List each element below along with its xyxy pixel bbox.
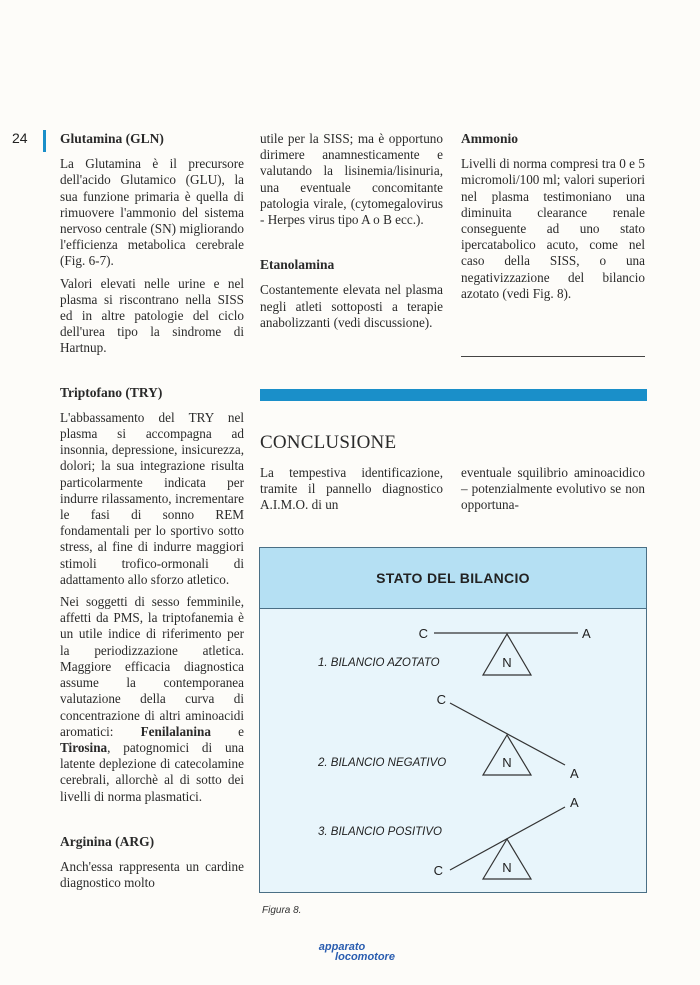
- paragraph-conclusione-2: eventuale squilibrio aminoacidico – potenzialmente evolutivo se non opportuna-: [461, 465, 645, 513]
- item-bilancio-positivo: 3. BILANCIO POSITIVO: [318, 826, 442, 838]
- paragraph-arginina: Anch'essa rappresenta un cardine diagnostico molto: [60, 858, 244, 891]
- journal-logo: [0, 942, 700, 962]
- label-n-1: N: [502, 655, 512, 670]
- column-3-end-rule: [461, 356, 645, 357]
- column-3: [461, 131, 645, 308]
- figure-bilancio: [259, 547, 647, 893]
- term-fenilalanina: Fenilalanina: [140, 723, 211, 739]
- label-a-2: A: [570, 766, 579, 781]
- text-run: , patognomici di una latente deplezione di catecolamine cerebrali, allorchè al di sotto dei livelli di norma plasmatici.: [60, 739, 244, 804]
- label-n-2: N: [502, 755, 512, 770]
- paragraph-triptofano-1: L'abbassamento del TRY nel plasma si accompagna ad insonnia, depressione, insicurezza, dolori; la sua integrazione risulta particolarmente indicata per indurre rilassamento, incrementare le fasi di sonno REM fondamentali per lo sportivo sotto stress, al fine di indurre maggiori stimoli trofico-ormonali di adattamento allo sforzo atletico.: [60, 409, 244, 587]
- figure-title: STATO DEL BILANCIO: [260, 548, 646, 609]
- conclusione-column-2: [461, 465, 645, 520]
- label-c-2: C: [436, 692, 446, 707]
- term-tirosina: Tirosina: [60, 739, 108, 755]
- label-a-3: A: [570, 795, 579, 810]
- section-divider-bar: [260, 389, 647, 401]
- paragraph-glutamina-1: La Glutamina è il precursore dell'acido Glutamico (GLU), la sua funzione primaria è quella di rimuovere l'ammonio del sistema nervoso centrale (SN) migliorando l'efficienza metabolica cerebrale (Fig. 6-7).: [60, 156, 244, 269]
- item-bilancio-negativo: 2. BILANCIO NEGATIVO: [318, 757, 447, 769]
- paragraph-arginina-cont: utile per la SISS; ma è opportuno dirimere anamnesticamente e valutando la lisinemia/lisinuria, una eventuale concomitante patologia virale, (cytomegalovirus - Herpes virus tipo A o B ecc.).: [260, 131, 443, 228]
- section-title-conclusione: CONCLUSIONE: [260, 432, 397, 453]
- label-c-3: C: [433, 863, 443, 878]
- balance-diagram: [260, 608, 646, 892]
- heading-etanolamina: Etanolamina: [260, 257, 335, 273]
- paragraph-triptofano-2: [60, 594, 244, 805]
- label-c-1: C: [418, 626, 428, 641]
- paragraph-ammonio: Livelli di norma compresi tra 0 e 5 micromoli/100 ml; valori superiori nel plasma testimoniano una diminuita clearance renale conseguente ad uno stato ipercatabolico acuto, come nel caso della SISS, o una negativizzazione del bilancio azotato (vedi Fig. 8).: [461, 156, 645, 301]
- paragraph-conclusione-1: La tempestiva identificazione, tramite il pannello diagnostico A.I.M.O. di un: [260, 465, 443, 513]
- paragraph-glutamina-2: Valori elevati nelle urine e nel plasma si riscontrano nella SISS ed in altre patologie del ciclo dell'urea tipo la sindrome di Hartnup.: [60, 275, 244, 356]
- figure-caption: Figura 8.: [262, 905, 302, 916]
- label-a-1: A: [582, 626, 591, 641]
- column-1: [60, 131, 244, 897]
- text-run: Nei soggetti di sesso femminile, affetti da PMS, la triptofanemia è un utile indice di riferimento per la periodizzazione atletica. Maggiore efficacia diagnostica assume la contemporanea valutazione della curva di concentrazione di altri aminoacidi aromatici:: [60, 594, 244, 739]
- logo-line-1: apparato: [318, 941, 366, 953]
- conclusione-column-1: [260, 465, 443, 520]
- page-number: 24: [12, 130, 28, 146]
- label-n-3: N: [502, 860, 512, 875]
- heading-triptofano: Triptofano (TRY): [60, 384, 163, 400]
- heading-ammonio: Ammonio: [461, 131, 518, 146]
- text-run: e: [210, 723, 244, 739]
- heading-arginina: Arginina (ARG): [60, 833, 155, 849]
- logo-line-2: locomotore: [335, 951, 395, 963]
- column-2: [260, 131, 443, 337]
- margin-accent-bar: [43, 130, 46, 152]
- heading-glutamina: Glutamina (GLN): [60, 131, 164, 146]
- item-bilancio-azotato: 1. BILANCIO AZOTATO: [318, 657, 440, 669]
- paragraph-etanolamina: Costantemente elevata nel plasma negli atleti sottoposti a terapie anabolizzanti (vedi discussione).: [260, 282, 443, 330]
